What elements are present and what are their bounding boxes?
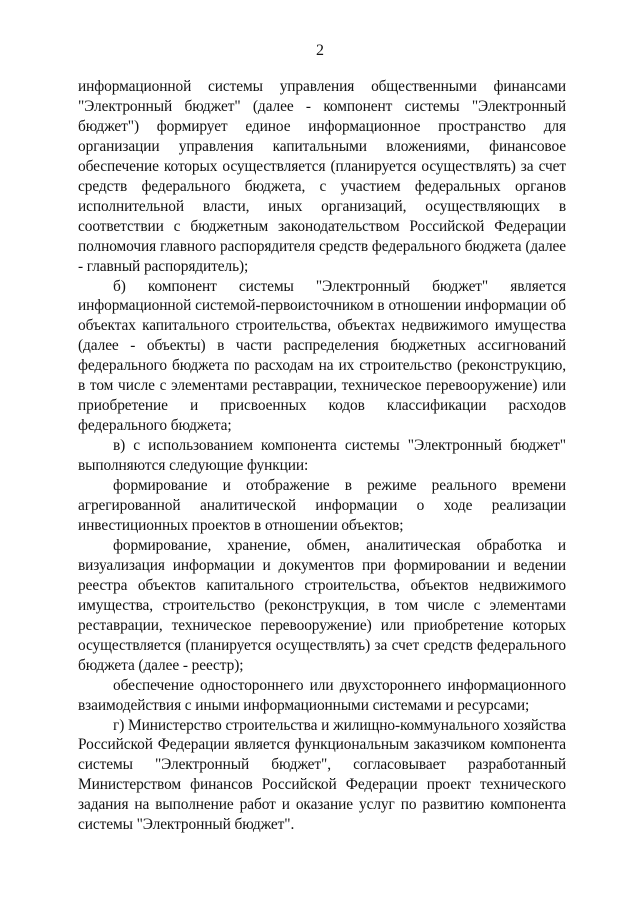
function-item-3: обеспечение одностороннего или двухстороннего информационного взаимодействия с иными информационными системами и ресурсами;: [78, 676, 566, 714]
page-number: 2: [316, 42, 324, 59]
paragraph-b: б) компонент системы "Электронный бюджет" является информационной системой-первоисточником в отношении информации об объектах капитального строительства, объектах недвижимого имущества (далее - объекты) в части распределения бюджетных ассигнований федерального бюджета по расходам на их строительство (реконструкцию, в том числе с элементами реставрации, техническое перевооружение) или приобретение и присвоенных кодов классификации расходов федерального бюджета;: [78, 277, 566, 435]
paragraph-a-continuation: информационной системы управления общественными финансами "Электронный бюджет" (далее - компонент системы "Электронный бюджет") формирует единое информационное пространство для организации управления капитальными вложениями, финансовое обеспечение которых осуществляется (планируется осуществлять) за счет средств федерального бюджета, с участием федеральных органов исполнительной власти, иных организаций, осуществляющих в соответствии с бюджетным законодательством Российской Федерации полномочия главного распорядителя средств федерального бюджета (далее - главный распорядитель);: [78, 78, 566, 275]
paragraph-g: г) Министерство строительства и жилищно-коммунального хозяйства Российской Федерации является функциональным заказчиком компонента системы "Электронный бюджет", согласовывает разработанный Министерством финансов Российской Федерации проект технического задания на выполнение работ и оказание услуг по развитию компонента системы "Электронный бюджет".: [78, 716, 566, 834]
document-body: [78, 77, 566, 835]
paragraph-v: в) с использованием компонента системы "Электронный бюджет" выполняются следующие функции:: [78, 437, 566, 475]
function-item-1: формирование и отображение в режиме реального времени агрегированной аналитической информации о ходе реализации инвестиционных проектов в отношении объектов;: [78, 477, 566, 534]
function-item-2: формирование, хранение, обмен, аналитическая обработка и визуализация информации и документов при формировании и ведении реестра объектов капитального строительства, объектов недвижимого имущества, строительство (реконструкция, в том числе с элементами реставрации, техническое перевооружение) или приобретение которых осуществляется (планируется осуществлять) за счет средств федерального бюджета (далее - реестр);: [78, 536, 566, 674]
